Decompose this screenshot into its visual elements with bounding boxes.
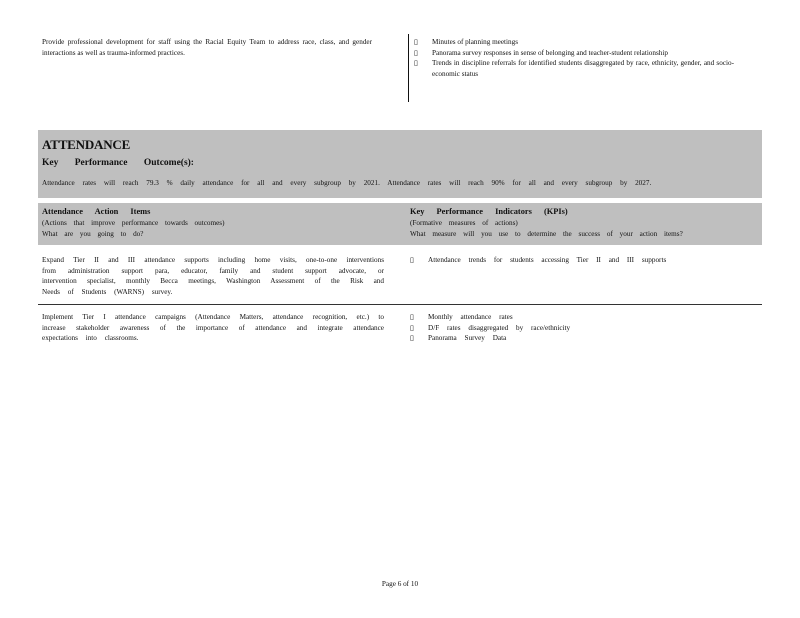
list-item: ▯ Attendance trends for students accessing Tier II and III supports	[410, 256, 667, 264]
kpo-label: Key Performance Outcome(s):	[42, 158, 194, 168]
row-divider	[38, 304, 762, 305]
previous-kpi-list	[414, 37, 734, 79]
kpo-text: Attendance rates will reach 79.3 % daily attendance for all and every subgroup by 2021. Attendance rates will reach 90% for all and every subgroup by 2027.	[42, 179, 652, 187]
bullet-icon: ▯	[410, 256, 414, 264]
table-row-kpis	[410, 312, 740, 344]
action-items-header	[42, 206, 372, 239]
list-item: ▯ Minutes of planning meetings	[414, 38, 519, 46]
table-row-action: Expand Tier II and III attendance supports including home visits, one-to-one interventions from administration support para, educator, family and student support advocate, or intervention specialist, monthly Becca meetings, Washington Assessment of the Risk and Needs of Students (WARNS) survey.	[42, 256, 384, 296]
kpi-title: Key Performance Indicators (KPIs)	[410, 207, 568, 216]
bullet-icon: ▯	[414, 59, 418, 67]
list-item: ▯ Trends in discipline referrals for identified students disaggregated by race, ethnicity, gender, and socio-economic status	[414, 59, 734, 78]
table-row-action: Implement Tier I attendance campaigns (Attendance Matters, attendance recognition, etc.) to increase stakeholder awareness of the importance of attendance and integrate attendance expectations into classrooms.	[42, 313, 384, 342]
list-item: ▯ Panorama Survey Data	[410, 334, 507, 342]
page-number: Page 6 of 10	[381, 580, 419, 588]
action-items-subtitle: (Actions that improve performance towards outcomes)	[42, 219, 225, 227]
bullet-icon: ▯	[414, 38, 418, 46]
action-items-question: What are you going to do?	[42, 229, 144, 238]
column-divider	[408, 34, 409, 102]
previous-action-item: Provide professional development for staff using the Racial Equity Team to address race, class, and gender interactions as well as trauma-informed practices.	[42, 38, 372, 57]
kpi-question: What measure will you use to determine the success of your action items?	[410, 229, 683, 238]
list-item: ▯ Monthly attendance rates	[410, 313, 513, 321]
bullet-icon: ▯	[410, 323, 414, 332]
table-row-kpis	[410, 255, 740, 266]
kpi-subtitle: (Formative measures of actions)	[410, 219, 518, 227]
section-title: ATTENDANCE	[42, 137, 131, 152]
kpi-header	[410, 206, 740, 239]
bullet-icon: ▯	[414, 48, 418, 57]
action-items-title: Attendance Action Items	[42, 207, 151, 216]
bullet-icon: ▯	[410, 313, 414, 321]
list-item: ▯ Panorama survey responses in sense of belonging and teacher-student relationship	[414, 48, 668, 57]
list-item: ▯ D/F rates disaggregated by race/ethnicity	[410, 323, 571, 332]
bullet-icon: ▯	[410, 334, 414, 342]
